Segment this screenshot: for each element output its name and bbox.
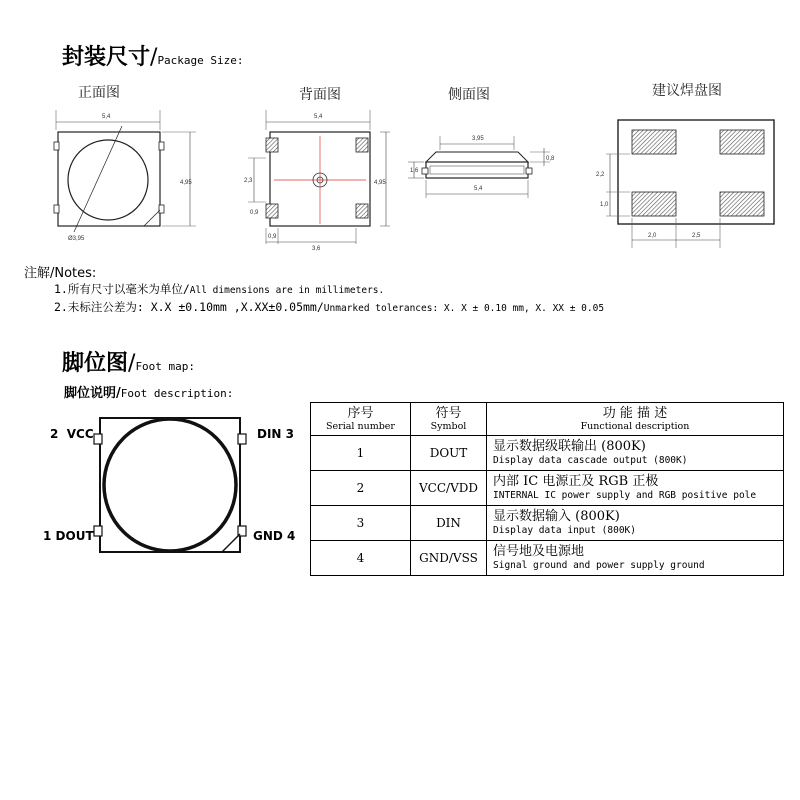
table-row: [311, 436, 784, 471]
back-pad-h-label: 2,3: [244, 178, 253, 184]
back-spacing-label: 3,6: [312, 246, 321, 252]
package-size-title-en: Package Size:: [157, 54, 244, 67]
pad-view-drawing: [580, 108, 780, 258]
back-height-label: 4,95: [374, 180, 386, 186]
table-header-row: [311, 403, 784, 436]
symbol-cell: DIN: [411, 506, 487, 541]
symbol-cell: GND/VSS: [411, 541, 487, 576]
table-row: [311, 506, 784, 541]
pin-description-table: [310, 402, 784, 576]
back-width-label: 5,4: [314, 114, 323, 120]
pad-vspacing-label: 2,2: [596, 172, 605, 178]
symbol-cell: DOUT: [411, 436, 487, 471]
side-thick-label: 0,8: [546, 156, 555, 162]
side-height-label: 1,6: [410, 168, 419, 174]
back-pad-w-label: 0,9: [268, 234, 277, 240]
notes-label: 注解/Notes:: [24, 266, 97, 281]
pin-2-label: 2 VCC: [50, 427, 94, 441]
foot-map-drawing: [90, 410, 250, 560]
description-cell: 显示数据输入 (800K) Display data input (800K): [487, 506, 784, 541]
foot-description-label: 脚位说明/Foot description:: [64, 386, 234, 401]
serial-cell: 1: [311, 436, 411, 471]
table-row: [311, 471, 784, 506]
package-size-title-zh: 封装尺寸: [62, 45, 151, 70]
pad-h-label: 1,0: [600, 202, 609, 208]
side-view-caption: 侧面图: [448, 87, 490, 103]
symbol-cell: VCC/VDD: [411, 471, 487, 506]
description-cell: 显示数据级联输出 (800K) Display data cascade output (800K): [487, 436, 784, 471]
pin-1-label: 1 DOUT: [43, 529, 94, 543]
pad-w-label: 2,0: [648, 233, 657, 239]
back-pad-t-label: 0,9: [250, 210, 259, 216]
serial-cell: 4: [311, 541, 411, 576]
pad-hspacing-label: 2,5: [692, 233, 701, 239]
description-cell: 内部 IC 电源正及 RGB 正极 INTERNAL IC power supply and RGB positive pole: [487, 471, 784, 506]
header-serial: 序号 Serial number: [311, 403, 411, 436]
back-view-drawing: [240, 104, 400, 254]
foot-map-title-en: Foot map:: [135, 360, 196, 373]
pin-3-label: DIN 3: [257, 427, 295, 441]
pin-4-label: GND 4: [253, 529, 296, 543]
front-view-drawing: [40, 104, 220, 254]
back-view-caption: 背面图: [299, 87, 341, 103]
pad-view-caption: 建议焊盘图: [652, 83, 722, 99]
note-2: 2.未标注公差为: X.X ±0.10mm ,X.XX±0.05mm/Unmarked tolerances: X. X ± 0.10 mm, X. XX ± 0.05: [54, 300, 605, 314]
front-view-caption: 正面图: [78, 85, 120, 101]
serial-cell: 2: [311, 471, 411, 506]
side-top-label: 3,95: [472, 136, 484, 142]
header-function: 功 能 描 述 Functional description: [487, 403, 784, 436]
description-cell: 信号地及电源地 Signal ground and power supply ground: [487, 541, 784, 576]
table-row: [311, 541, 784, 576]
serial-cell: 3: [311, 506, 411, 541]
foot-map-title: 脚位图/Foot map:: [62, 351, 196, 376]
side-width-label: 5,4: [474, 186, 483, 192]
package-size-title: 封装尺寸/Package Size:: [62, 45, 244, 70]
front-height-label: 4,95: [180, 180, 192, 186]
front-diameter-label: Ø3,95: [68, 236, 85, 242]
front-width-label: 5,4: [102, 114, 111, 120]
header-symbol: 符号 Symbol: [411, 403, 487, 436]
note-1: 1.所有尺寸以毫米为单位/All dimensions are in millimeters.: [54, 282, 385, 296]
foot-map-title-zh: 脚位图: [62, 351, 129, 376]
side-view-drawing: [400, 128, 570, 208]
